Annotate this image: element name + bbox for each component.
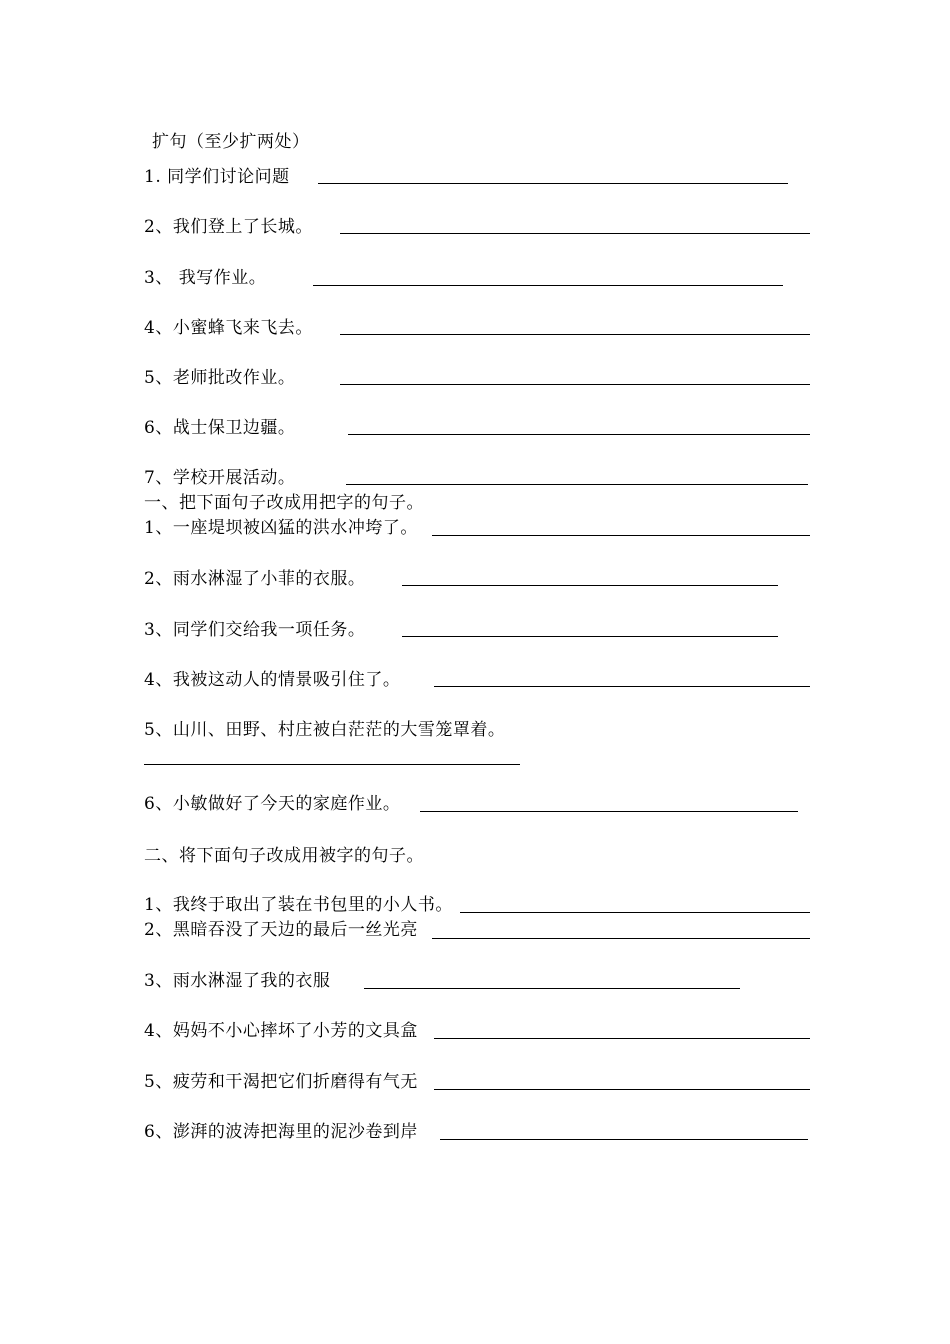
answer-blank-expand-6[interactable] — [348, 434, 810, 435]
answer-blank-expand-3[interactable] — [313, 285, 783, 286]
bei-item-1: 1、我终于取出了装在书包里的小人书。 — [144, 895, 453, 915]
ba-item-4: 4、我被这动人的情景吸引住了。 — [144, 670, 401, 690]
expand-item-4: 4、小蜜蜂飞来飞去。 — [144, 318, 313, 338]
expand-item-3: 3、 我写作业。 — [144, 268, 267, 288]
answer-blank-ba-1[interactable] — [432, 535, 810, 536]
bei-item-5: 5、疲劳和干渴把它们折磨得有气无 — [144, 1072, 418, 1092]
answer-blank-bei-4[interactable] — [434, 1038, 810, 1039]
answer-blank-bei-1[interactable] — [460, 912, 810, 913]
answer-blank-bei-5[interactable] — [434, 1089, 810, 1090]
expand-item-5: 5、老师批改作业。 — [144, 368, 296, 388]
answer-blank-bei-2[interactable] — [432, 938, 810, 939]
expand-item-7: 7、学校开展活动。 — [144, 468, 296, 488]
answer-blank-expand-4[interactable] — [340, 334, 810, 335]
answer-blank-ba-5[interactable] — [144, 764, 520, 765]
answer-blank-expand-5[interactable] — [340, 384, 810, 385]
expand-item-2: 2、我们登上了长城。 — [144, 217, 313, 237]
answer-blank-expand-7[interactable] — [346, 484, 808, 485]
bei-item-4: 4、妈妈不小心摔坏了小芳的文具盒 — [144, 1021, 418, 1041]
ba-item-6: 6、小敏做好了今天的家庭作业。 — [144, 794, 401, 814]
expand-section-title: 扩句（至少扩两处） — [152, 132, 310, 152]
ba-item-2: 2、雨水淋湿了小菲的衣服。 — [144, 569, 366, 589]
answer-blank-ba-6[interactable] — [420, 811, 798, 812]
answer-blank-expand-2[interactable] — [340, 233, 810, 234]
bei-item-2: 2、黑暗吞没了天边的最后一丝光亮 — [144, 920, 418, 940]
ba-item-1: 1、一座堤坝被凶猛的洪水冲垮了。 — [144, 518, 418, 538]
answer-blank-expand-1[interactable] — [318, 183, 788, 184]
ba-section-title: 一、把下面句子改成用把字的句子。 — [144, 493, 424, 513]
ba-item-5: 5、山川、田野、村庄被白茫茫的大雪笼罩着。 — [144, 720, 506, 740]
bei-item-3: 3、雨水淋湿了我的衣服 — [144, 971, 331, 991]
answer-blank-ba-3[interactable] — [402, 636, 778, 637]
ba-item-3: 3、同学们交给我一项任务。 — [144, 620, 366, 640]
answer-blank-bei-6[interactable] — [440, 1139, 808, 1140]
answer-blank-ba-4[interactable] — [434, 686, 810, 687]
answer-blank-bei-3[interactable] — [364, 988, 740, 989]
expand-item-1: 1. 同学们讨论问题 — [144, 167, 290, 187]
bei-item-6: 6、澎湃的波涛把海里的泥沙卷到岸 — [144, 1122, 418, 1142]
expand-item-6: 6、战士保卫边疆。 — [144, 418, 296, 438]
answer-blank-ba-2[interactable] — [402, 585, 778, 586]
bei-section-title: 二、将下面句子改成用被字的句子。 — [144, 846, 424, 866]
